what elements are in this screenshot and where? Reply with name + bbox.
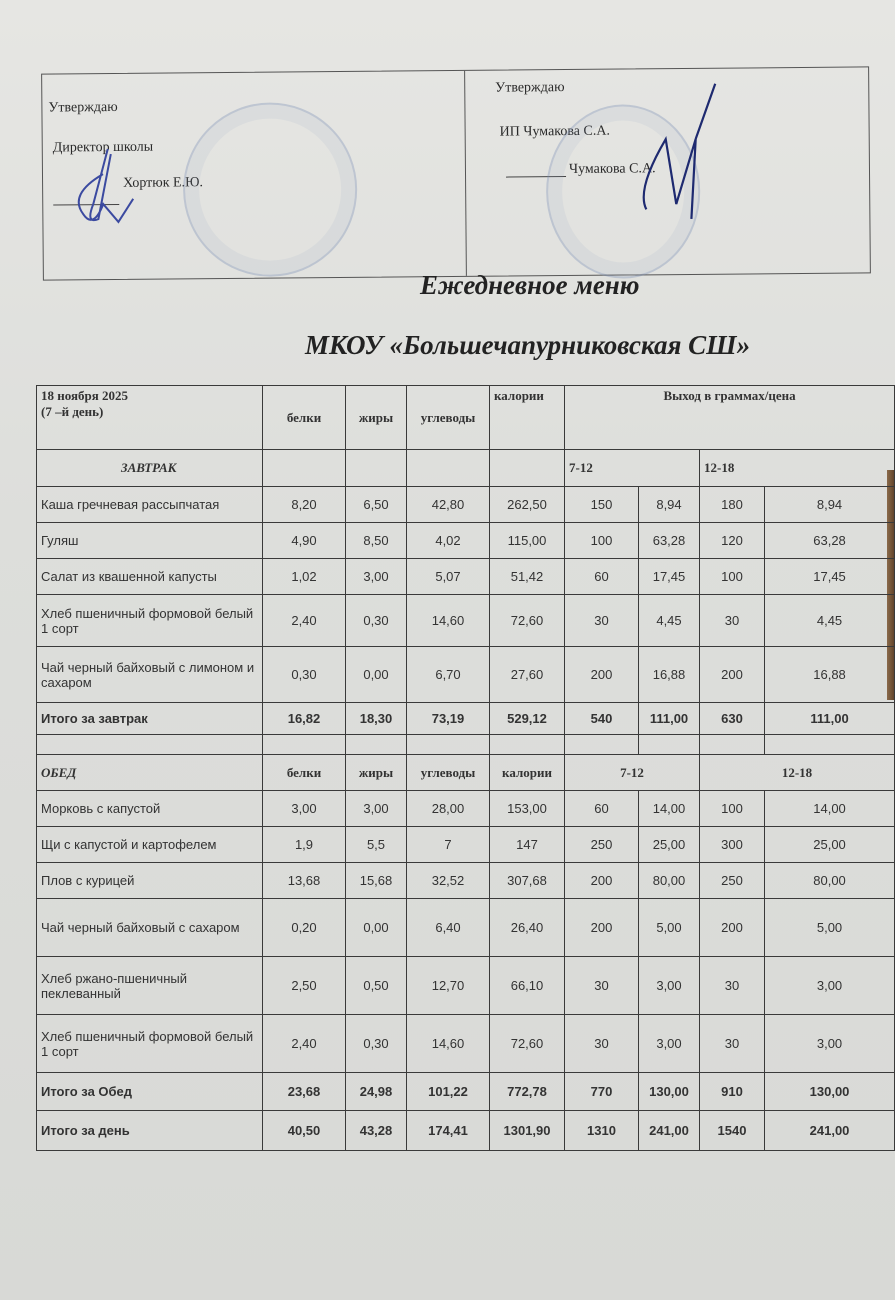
menu-day: (7 –й день) [41,404,104,419]
dish-kcal: 51,42 [490,559,565,595]
total-grams-7-12: 540 [565,703,639,735]
lunch-section-row [37,755,895,791]
dish-protein: 4,90 [263,523,346,559]
total-kcal: 529,12 [490,703,565,735]
dish-price-7-12: 25,00 [639,827,700,863]
total-carbs: 174,41 [407,1111,490,1151]
lunch-total-row [37,1073,895,1111]
breakfast-section-row [37,450,895,487]
dish-protein: 0,20 [263,899,346,957]
dish-grams-12-18: 200 [700,647,765,703]
dish-price-12-18: 17,45 [765,559,895,595]
menu-table [36,385,895,1151]
dish-price-12-18: 63,28 [765,523,895,559]
total-label: Итого за день [37,1111,263,1151]
dish-kcal: 307,68 [490,863,565,899]
signature-icon [635,79,726,230]
dish-grams-12-18: 30 [700,957,765,1015]
day-total-row [37,1111,895,1151]
dish-grams-7-12: 60 [565,559,639,595]
dish-price-7-12: 17,45 [639,559,700,595]
col-protein: белки [263,386,346,450]
dish-price-7-12: 80,00 [639,863,700,899]
total-fat: 18,30 [346,703,407,735]
dish-name: Хлеб пшеничный формовой белый 1 сорт [37,595,263,647]
col-carbs: углеводы [407,386,490,450]
page-title: Ежедневное меню [420,270,640,300]
total-grams-12-18: 910 [700,1073,765,1111]
dish-price-7-12: 3,00 [639,1015,700,1073]
round-stamp-icon [182,102,358,278]
total-protein: 23,68 [263,1073,346,1111]
dish-grams-12-18: 300 [700,827,765,863]
dish-grams-7-12: 30 [565,957,639,1015]
dish-fat: 0,50 [346,957,407,1015]
dish-kcal: 26,40 [490,899,565,957]
dish-fat: 6,50 [346,487,407,523]
dish-carbs: 7 [407,827,490,863]
dish-price-12-18: 3,00 [765,957,895,1015]
dish-name: Гуляш [37,523,263,559]
dish-kcal: 72,60 [490,595,565,647]
total-fat: 43,28 [346,1111,407,1151]
total-price-7-12: 130,00 [639,1073,700,1111]
total-fat: 24,98 [346,1073,407,1111]
dish-grams-7-12: 250 [565,827,639,863]
col-fat: жиры [346,755,407,791]
total-grams-7-12: 770 [565,1073,639,1111]
total-protein: 40,50 [263,1111,346,1151]
dish-protein: 1,02 [263,559,346,595]
menu-date: 18 ноября 2025 [41,388,129,403]
total-carbs: 73,19 [407,703,490,735]
dish-fat: 0,30 [346,595,407,647]
total-label: Итого за завтрак [37,703,263,735]
dish-price-7-12: 14,00 [639,791,700,827]
dish-carbs: 5,07 [407,559,490,595]
table-header-row [37,386,895,450]
dish-name: Щи с капустой и картофелем [37,827,263,863]
approval-supplier [465,67,870,276]
dish-grams-7-12: 150 [565,487,639,523]
dish-grams-7-12: 100 [565,523,639,559]
col-calories: калории [490,755,565,791]
dish-name: Салат из квашенной капусты [37,559,263,595]
dish-kcal: 115,00 [490,523,565,559]
dish-grams-7-12: 30 [565,1015,639,1073]
table-row [37,957,895,1015]
dish-grams-12-18: 30 [700,595,765,647]
total-grams-12-18: 630 [700,703,765,735]
dish-fat: 0,00 [346,647,407,703]
dish-fat: 0,00 [346,899,407,957]
total-grams-12-18: 1540 [700,1111,765,1151]
dish-carbs: 12,70 [407,957,490,1015]
dish-kcal: 262,50 [490,487,565,523]
dish-price-7-12: 63,28 [639,523,700,559]
dish-fat: 8,50 [346,523,407,559]
col-protein: белки [263,755,346,791]
dish-fat: 3,00 [346,559,407,595]
dish-grams-12-18: 100 [700,559,765,595]
approval-director [42,71,467,280]
dish-fat: 0,30 [346,1015,407,1073]
table-row [37,559,895,595]
dish-price-12-18: 25,00 [765,827,895,863]
table-row [37,791,895,827]
total-price-12-18: 241,00 [765,1111,895,1151]
dish-protein: 8,20 [263,487,346,523]
dish-carbs: 32,52 [407,863,490,899]
approval-block [41,66,871,280]
total-price-12-18: 130,00 [765,1073,895,1111]
col-calories: калории [490,386,565,450]
dish-price-12-18: 3,00 [765,1015,895,1073]
dish-name: Плов с курицей [37,863,263,899]
dish-protein: 2,40 [263,1015,346,1073]
dish-grams-7-12: 200 [565,647,639,703]
total-protein: 16,82 [263,703,346,735]
approval-title: Утверждаю [48,99,118,116]
dish-grams-12-18: 200 [700,899,765,957]
total-price-7-12: 241,00 [639,1111,700,1151]
spacer-row [37,735,895,755]
table-row [37,595,895,647]
dish-protein: 1,9 [263,827,346,863]
dish-grams-7-12: 30 [565,595,639,647]
dish-fat: 15,68 [346,863,407,899]
table-row [37,863,895,899]
dish-price-7-12: 4,45 [639,595,700,647]
total-label: Итого за Обед [37,1073,263,1111]
dish-price-7-12: 3,00 [639,957,700,1015]
col-fat: жиры [346,386,407,450]
date-cell [37,386,263,450]
dish-name: Чай черный байховый с сахаром [37,899,263,957]
dish-grams-12-18: 180 [700,487,765,523]
age-group-7-12: 7-12 [565,755,700,791]
dish-name: Хлеб пшеничный формовой белый 1 сорт [37,1015,263,1073]
section-lunch: ОБЕД [37,755,263,791]
total-kcal: 772,78 [490,1073,565,1111]
dish-kcal: 147 [490,827,565,863]
dish-name: Хлеб ржано-пшеничный пеклеванный [37,957,263,1015]
dish-carbs: 14,60 [407,595,490,647]
dish-grams-12-18: 30 [700,1015,765,1073]
dish-grams-7-12: 60 [565,791,639,827]
dish-price-12-18: 4,45 [765,595,895,647]
dish-protein: 0,30 [263,647,346,703]
dish-grams-12-18: 250 [700,863,765,899]
dish-kcal: 72,60 [490,1015,565,1073]
dish-name: Чай черный байховый с лимоном и сахаром [37,647,263,703]
dish-price-7-12: 16,88 [639,647,700,703]
total-price-12-18: 111,00 [765,703,895,735]
dish-grams-7-12: 200 [565,863,639,899]
dish-grams-12-18: 120 [700,523,765,559]
age-group-12-18: 12-18 [700,450,895,487]
total-price-7-12: 111,00 [639,703,700,735]
dish-carbs: 14,60 [407,1015,490,1073]
dish-price-12-18: 8,94 [765,487,895,523]
approval-name: Хортюк Е.Ю. [123,175,204,191]
dish-price-12-18: 16,88 [765,647,895,703]
dish-name: Каша гречневая рассыпчатая [37,487,263,523]
dish-protein: 2,50 [263,957,346,1015]
dish-price-12-18: 14,00 [765,791,895,827]
table-row [37,647,895,703]
approval-name: Чумакова С.А. [568,161,656,178]
dish-carbs: 28,00 [407,791,490,827]
dish-grams-12-18: 100 [700,791,765,827]
school-name: МКОУ «Большечапурниковская СШ» [305,330,751,360]
dish-price-7-12: 5,00 [639,899,700,957]
dish-kcal: 153,00 [490,791,565,827]
dish-kcal: 66,10 [490,957,565,1015]
approval-title: Утверждаю [495,80,565,96]
dish-name: Морковь с капустой [37,791,263,827]
dish-carbs: 4,02 [407,523,490,559]
dish-price-7-12: 8,94 [639,487,700,523]
col-output: Выход в граммах/цена [565,386,895,450]
dish-fat: 3,00 [346,791,407,827]
table-row [37,827,895,863]
table-row [37,487,895,523]
total-grams-7-12: 1310 [565,1111,639,1151]
age-group-12-18: 12-18 [700,755,895,791]
section-breakfast: ЗАВТРАК [37,450,263,487]
total-kcal: 1301,90 [490,1111,565,1151]
table-row [37,523,895,559]
dish-grams-7-12: 200 [565,899,639,957]
table-row [37,1015,895,1073]
dish-carbs: 6,40 [407,899,490,957]
dish-kcal: 27,60 [490,647,565,703]
approval-role: ИП Чумакова С.А. [499,123,610,140]
approval-role: Директор школы [52,139,154,156]
signature-icon [63,144,144,245]
dish-fat: 5,5 [346,827,407,863]
dish-protein: 3,00 [263,791,346,827]
total-carbs: 101,22 [407,1073,490,1111]
dish-protein: 2,40 [263,595,346,647]
col-carbs: углеводы [407,755,490,791]
dish-carbs: 6,70 [407,647,490,703]
age-group-7-12: 7-12 [565,450,700,487]
table-row [37,899,895,957]
dish-price-12-18: 5,00 [765,899,895,957]
breakfast-total-row [37,703,895,735]
dish-carbs: 42,80 [407,487,490,523]
dish-price-12-18: 80,00 [765,863,895,899]
dish-protein: 13,68 [263,863,346,899]
